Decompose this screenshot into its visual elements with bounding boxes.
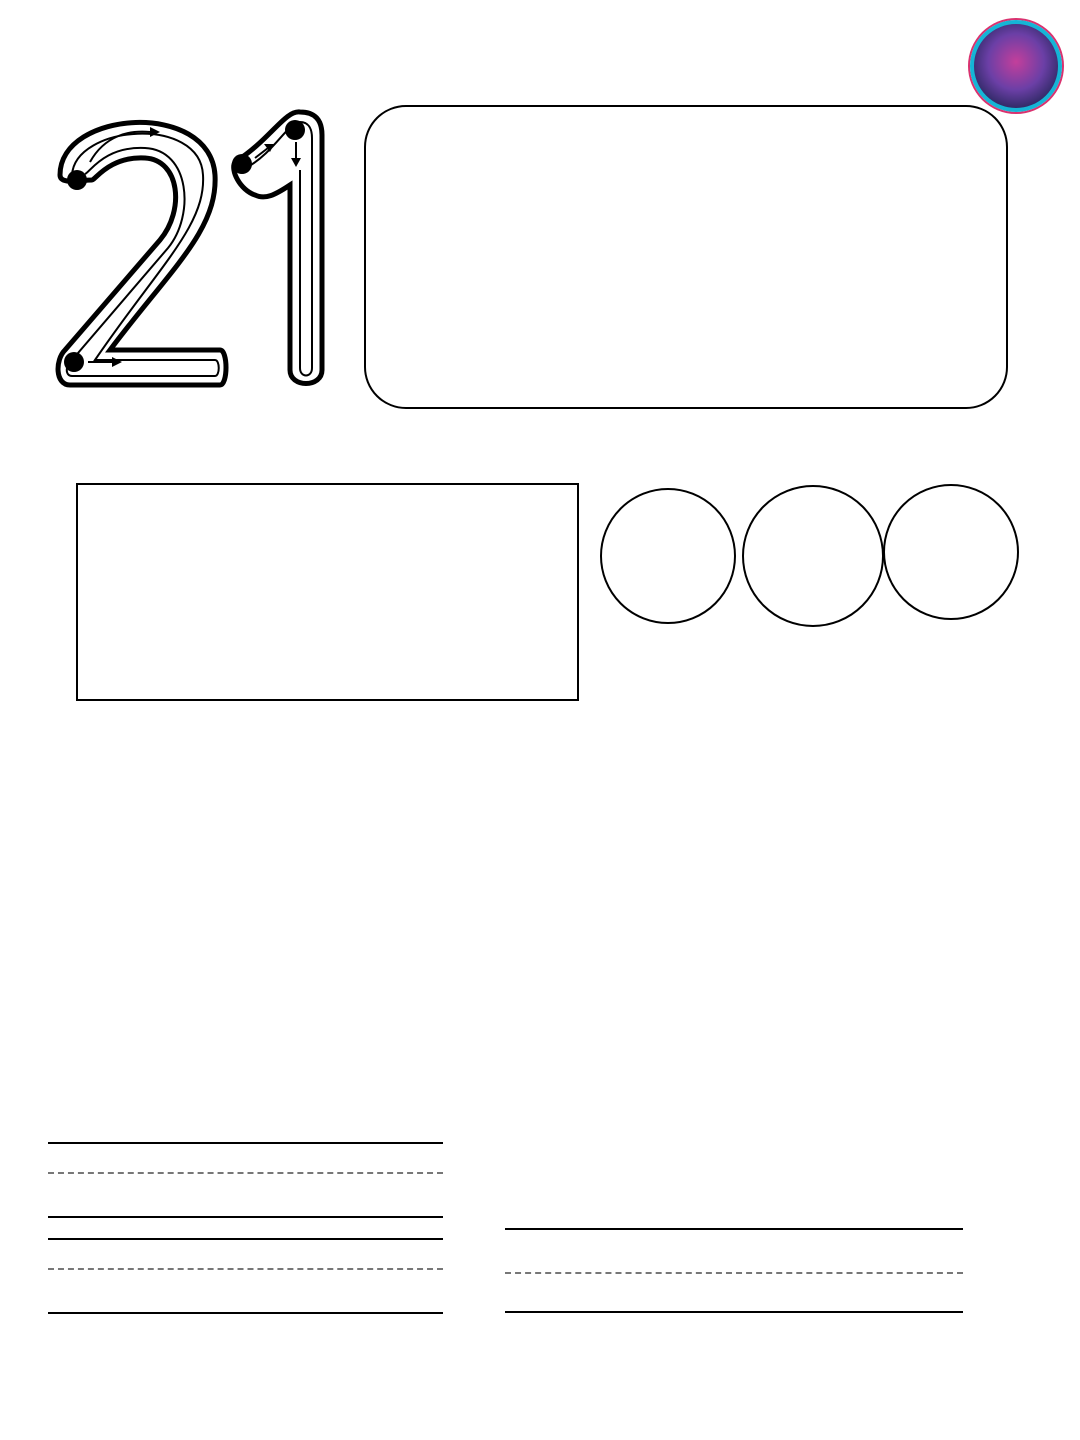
writing-base-line bbox=[48, 1216, 443, 1218]
after-circle[interactable] bbox=[883, 484, 1019, 620]
writing-top-line bbox=[48, 1142, 443, 1144]
number-grid bbox=[76, 483, 579, 701]
left-border bbox=[0, 0, 24, 1440]
writing-top-line-2 bbox=[48, 1238, 443, 1240]
right-border bbox=[1015, 0, 1060, 1380]
writing-mid-line bbox=[48, 1172, 443, 1174]
before-circle[interactable] bbox=[600, 488, 736, 624]
writing-base-line-2 bbox=[48, 1312, 443, 1314]
center-number-circle bbox=[742, 485, 884, 627]
stars-illustration[interactable] bbox=[550, 775, 1020, 1010]
traceable-number-21[interactable] bbox=[50, 100, 340, 400]
sticker-area[interactable] bbox=[364, 105, 1008, 409]
bottom-border bbox=[0, 1375, 1080, 1420]
brand-logo bbox=[970, 20, 1062, 112]
top-border bbox=[0, 0, 1000, 30]
cursive-top-line bbox=[505, 1228, 963, 1230]
cursive-base-line bbox=[505, 1311, 963, 1313]
writing-mid-line-2 bbox=[48, 1268, 443, 1270]
cursive-mid-line bbox=[505, 1272, 963, 1274]
flowers-illustration[interactable] bbox=[25, 760, 585, 1090]
